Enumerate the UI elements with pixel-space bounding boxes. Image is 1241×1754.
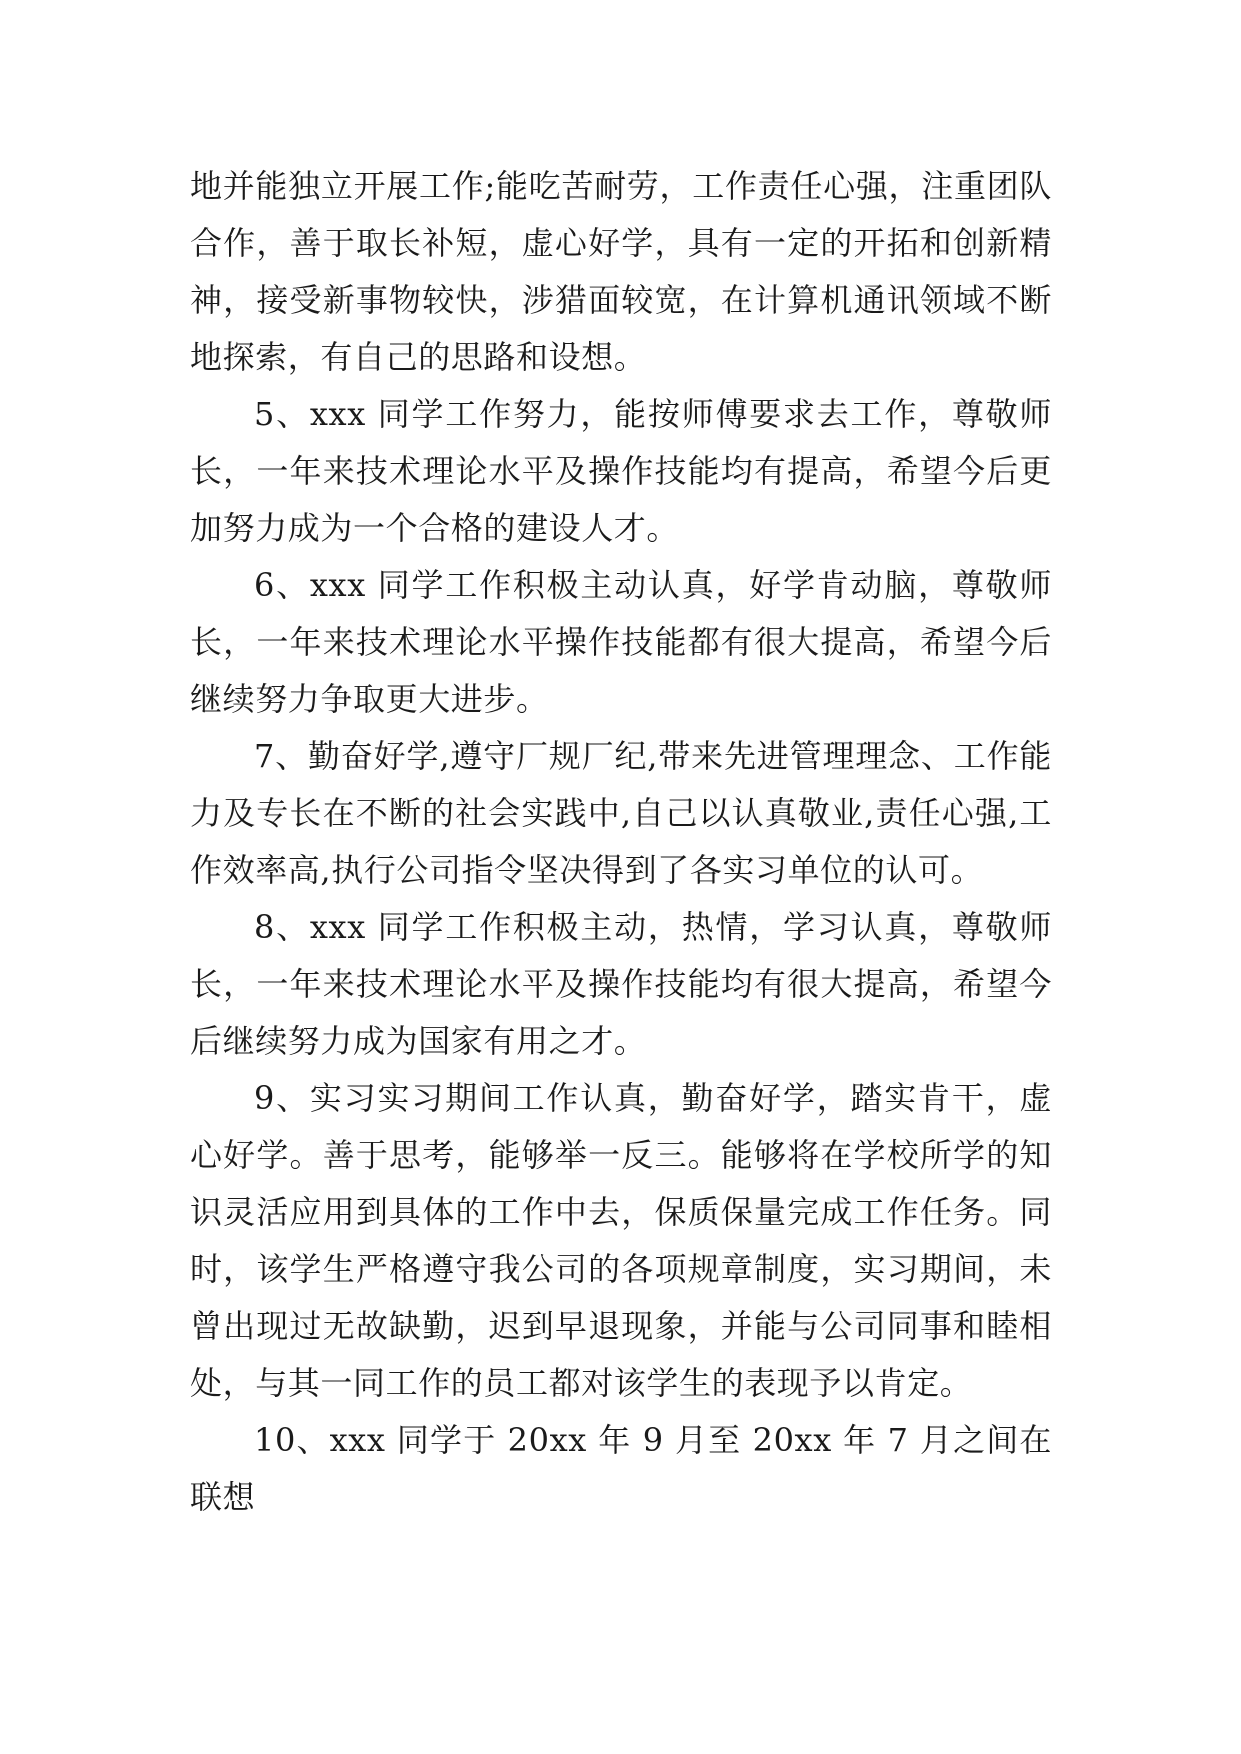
document-body [190, 158, 1052, 1526]
paragraph-item-8: 8、xxx 同学工作积极主动，热情，学习认真，尊敬师长，一年来技术理论水平及操作技能均有很大提高，希望今后继续努力成为国家有用之才。 [190, 908, 1052, 1060]
paragraph-item-7: 7、勤奋好学,遵守厂规厂纪,带来先进管理理念、工作能力及专长在不断的社会实践中,自己以认真敬业,责任心强,工作效率高,执行公司指令坚决得到了各实习单位的认可。 [190, 737, 1052, 889]
paragraph-item-10: 10、xxx 同学于 20xx 年 9 月至 20xx 年 7 月之间在联想 [190, 1421, 1052, 1516]
paragraph-item-9: 9、实习实习期间工作认真，勤奋好学，踏实肯干，虚心好学。善于思考，能够举一反三。能够将在学校所学的知识灵活应用到具体的工作中去，保质保量完成工作任务。同时，该学生严格遵守我公司的各项规章制度，实习期间，未曾出现过无故缺勤，迟到早退现象，并能与公司同事和睦相处，与其一同工作的员工都对该学生的表现予以肯定。 [190, 1079, 1052, 1402]
paragraph-continued: 地并能独立开展工作;能吃苦耐劳，工作责任心强，注重团队合作，善于取长补短，虚心好学，具有一定的开拓和创新精神，接受新事物较快，涉猎面较宽，在计算机通讯领域不断地探索，有自己的思路和设想。 [190, 167, 1052, 376]
paragraph-item-5: 5、xxx 同学工作努力，能按师傅要求去工作，尊敬师长，一年来技术理论水平及操作技能均有提高，希望今后更加努力成为一个合格的建设人才。 [190, 395, 1052, 547]
paragraph-item-6: 6、xxx 同学工作积极主动认真，好学肯动脑，尊敬师长，一年来技术理论水平操作技能都有很大提高，希望今后继续努力争取更大进步。 [190, 566, 1052, 718]
